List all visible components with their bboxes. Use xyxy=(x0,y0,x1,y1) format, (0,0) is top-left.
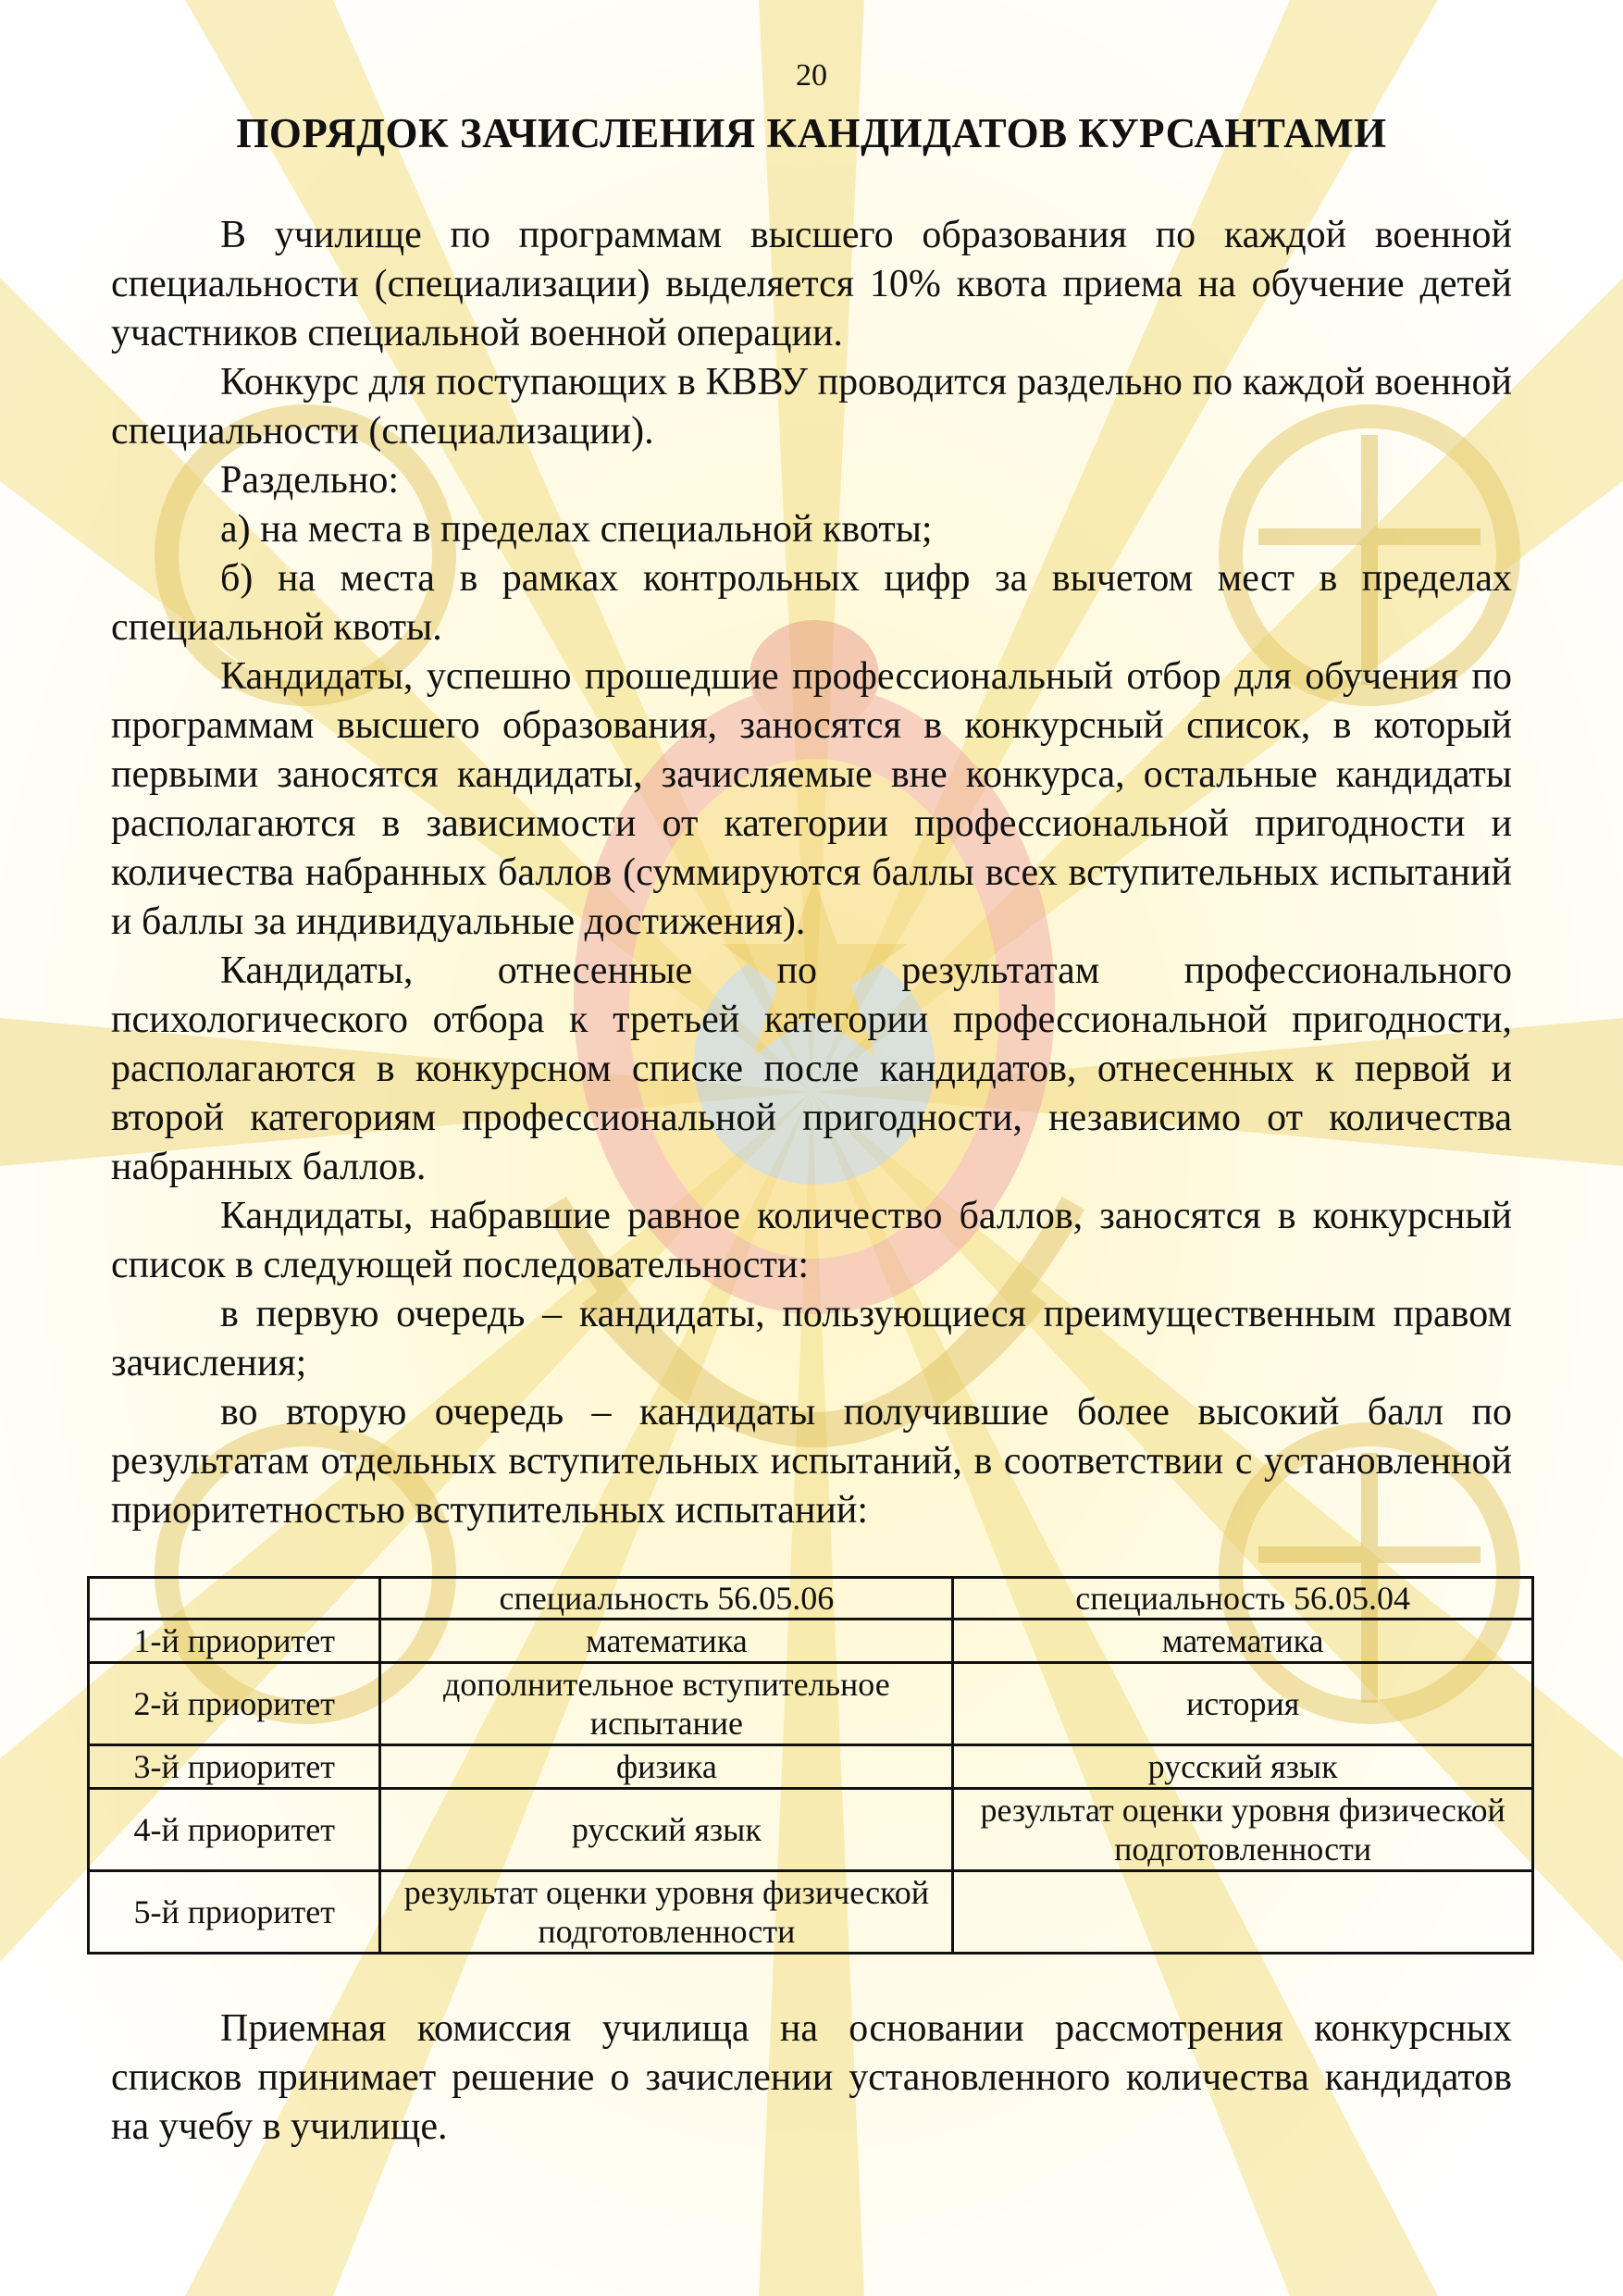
table-cell xyxy=(953,1871,1533,1954)
table-cell: русский язык xyxy=(953,1745,1533,1789)
page-number: 20 xyxy=(796,58,827,93)
table-row xyxy=(89,1663,1533,1745)
table-cell: русский язык xyxy=(380,1789,953,1871)
table-header-row xyxy=(89,1578,1533,1620)
table-header-cell xyxy=(89,1578,380,1620)
list-item-b: б) на места в рамках контрольных цифр за вычетом мест в пределах специальной квоты. xyxy=(111,557,1512,649)
priority-label: 3-й приоритет xyxy=(89,1745,380,1789)
paragraph-candidates-list: Кандидаты, успешно прошедшие профессиональный отбор для обучения по программам высшего образования, заносятся в конкурсный список, в который первыми заносятся кандидаты, зачисляемые вне конкурса, остальные кандидаты располагаются в зависимости от категории профессиональной пригодности и количества набранных баллов (суммируются баллы всех вступительных испытаний и баллы за индивидуальные достижения). xyxy=(111,655,1512,943)
priority-label: 4-й приоритет xyxy=(89,1789,380,1871)
paragraph-competition: Конкурс для поступающих в КВВУ проводится раздельно по каждой военной специальности (специализации). xyxy=(111,361,1512,453)
priority-table xyxy=(87,1576,1534,1955)
priority-label: 1-й приоритет xyxy=(89,1620,380,1663)
paragraph-third-category: Кандидаты, отнесенные по результатам профессионального психологического отбора к третьей категории профессиональной пригодности, располагаются в конкурсном списке после кандидатов, отнесенных к первой и второй категориям профессиональной пригодности, независимо от количества набранных баллов. xyxy=(111,949,1512,1188)
body-text xyxy=(111,211,1512,1535)
table-header-cell: специальность 56.05.04 xyxy=(953,1578,1533,1620)
closing-text xyxy=(111,2004,1512,2152)
table-cell: история xyxy=(953,1663,1533,1745)
table-row xyxy=(89,1789,1533,1871)
table-row xyxy=(89,1745,1533,1789)
paragraph-separately: Раздельно: xyxy=(220,459,400,502)
table-cell: результат оценки уровня физической подготовленности xyxy=(380,1871,953,1954)
page-title: ПОРЯДОК ЗАЧИСЛЕНИЯ КАНДИДАТОВ КУРСАНТАМИ xyxy=(236,110,1387,156)
table-row xyxy=(89,1871,1533,1954)
list-item-a: а) на места в пределах специальной квоты; xyxy=(220,508,933,551)
table-cell: дополнительное вступительное испытание xyxy=(380,1663,953,1745)
paragraph-admission-decision: Приемная комиссия училища на основании рассмотрения конкурсных списков принимает решение о зачислении установленного количества кандидатов на учебу в училище. xyxy=(111,2007,1512,2148)
paragraph-quota: В училище по программам высшего образования по каждой военной специальности (специализации) выделяется 10% квота приема на обучение детей участников специальной военной операции. xyxy=(111,214,1512,354)
priority-label: 2-й приоритет xyxy=(89,1663,380,1745)
paragraph-equal-score: Кандидаты, набравшие равное количество баллов, заносятся в конкурсный список в следующей последовательности: xyxy=(111,1195,1512,1286)
table-cell: результат оценки уровня физической подготовленности xyxy=(953,1789,1533,1871)
paragraph-second-order: во вторую очередь – кандидаты получившие более высокий балл по результатам отдельных вступительных испытаний, в соответствии с установленной приоритетностью вступительных испытаний: xyxy=(111,1391,1512,1532)
table-cell: математика xyxy=(953,1620,1533,1663)
table-cell: математика xyxy=(380,1620,953,1663)
table-cell: физика xyxy=(380,1745,953,1789)
priority-label: 5-й приоритет xyxy=(89,1871,380,1954)
paragraph-first-order: в первую очередь – кандидаты, пользующиеся преимущественным правом зачисления; xyxy=(111,1293,1512,1384)
table-row xyxy=(89,1620,1533,1663)
table-header-cell: специальность 56.05.06 xyxy=(380,1578,953,1620)
